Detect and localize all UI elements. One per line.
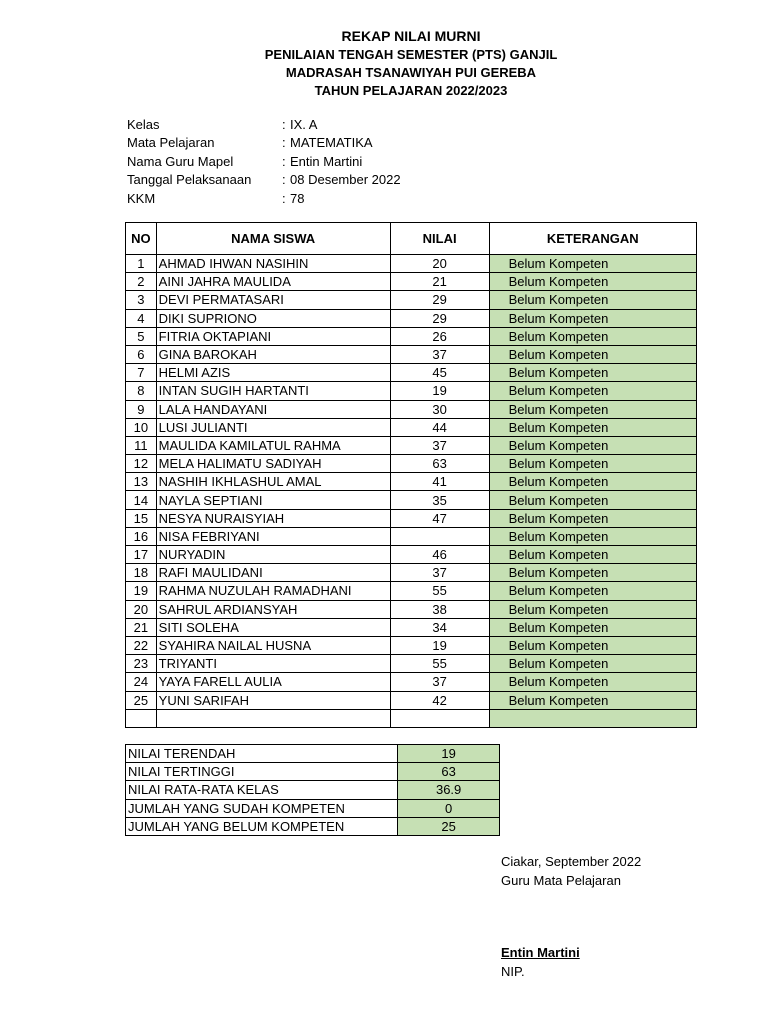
- cell-nilai: 63: [390, 455, 489, 473]
- cell-nilai: 37: [390, 564, 489, 582]
- cell-nama-siswa: HELMI AZIS: [156, 364, 390, 382]
- summary-label: JUMLAH YANG BELUM KOMPETEN: [126, 817, 398, 835]
- cell-nilai: 29: [390, 309, 489, 327]
- cell-nama-siswa: DEVI PERMATASARI: [156, 291, 390, 309]
- table-row: [126, 327, 697, 345]
- cell-nama-siswa: INTAN SUGIH HARTANTI: [156, 382, 390, 400]
- cell-keterangan: Belum Kompeten: [489, 273, 696, 291]
- cell-keterangan: Belum Kompeten: [489, 691, 696, 709]
- cell-nama-siswa: NURYADIN: [156, 546, 390, 564]
- cell-nilai: 30: [390, 400, 489, 418]
- summary-label: NILAI TERENDAH: [126, 745, 398, 763]
- info-row: [127, 115, 401, 134]
- table-row: [126, 527, 697, 545]
- cell-no: 22: [126, 636, 157, 654]
- cell-no: 1: [126, 255, 157, 273]
- cell-no: 14: [126, 491, 157, 509]
- cell-nama-siswa: AHMAD IHWAN NASIHIN: [156, 255, 390, 273]
- cell-keterangan: Belum Kompeten: [489, 655, 696, 673]
- cell-nilai: 55: [390, 655, 489, 673]
- document-title: REKAP NILAI MURNI: [341, 28, 481, 44]
- table-row: [126, 309, 697, 327]
- table-row: [126, 382, 697, 400]
- table-row: [126, 418, 697, 436]
- table-row: [126, 546, 697, 564]
- cell-keterangan: Belum Kompeten: [489, 618, 696, 636]
- cell-nama-siswa: MELA HALIMATU SADIYAH: [156, 455, 390, 473]
- cell-keterangan: Belum Kompeten: [489, 527, 696, 545]
- table-row: [126, 291, 697, 309]
- info-label: Tanggal Pelaksanaan: [127, 172, 252, 188]
- cell-keterangan: Belum Kompeten: [489, 491, 696, 509]
- cell-nilai: [390, 527, 489, 545]
- cell-no: 21: [126, 618, 157, 636]
- cell-no: 11: [126, 436, 157, 454]
- cell-no: 9: [126, 400, 157, 418]
- summary-row: [126, 763, 500, 781]
- grades-table: [125, 222, 697, 728]
- cell-keterangan: Belum Kompeten: [489, 564, 696, 582]
- info-block: [127, 115, 401, 208]
- info-colon: :: [282, 172, 286, 188]
- cell-nama-siswa: LALA HANDAYANI: [156, 400, 390, 418]
- cell-nilai: 19: [390, 636, 489, 654]
- cell-nilai: 44: [390, 418, 489, 436]
- table-row: [126, 564, 697, 582]
- cell-no: 10: [126, 418, 157, 436]
- info-value: Entin Martini: [290, 153, 363, 169]
- cell-keterangan: Belum Kompeten: [489, 436, 696, 454]
- cell-nilai: 46: [390, 546, 489, 564]
- cell-keterangan: [489, 709, 696, 727]
- cell-nilai: 41: [390, 473, 489, 491]
- cell-no: 4: [126, 309, 157, 327]
- cell-nama-siswa: NAYLA SEPTIANI: [156, 491, 390, 509]
- cell-no: 19: [126, 582, 157, 600]
- document-subtitle-assessment: PENILAIAN TENGAH SEMESTER (PTS) GANJIL: [264, 47, 558, 62]
- cell-nama-siswa: MAULIDA KAMILATUL RAHMA: [156, 436, 390, 454]
- table-row: [126, 691, 697, 709]
- table-row: [126, 618, 697, 636]
- cell-nilai: 37: [390, 345, 489, 363]
- table-row: [126, 436, 697, 454]
- cell-keterangan: Belum Kompeten: [489, 364, 696, 382]
- info-value: MATEMATIKA: [290, 135, 373, 151]
- cell-no: 24: [126, 673, 157, 691]
- cell-nilai: 37: [390, 436, 489, 454]
- cell-keterangan: Belum Kompeten: [489, 582, 696, 600]
- cell-nilai: 47: [390, 509, 489, 527]
- info-label: Nama Guru Mapel: [127, 153, 234, 169]
- table-row: [126, 473, 697, 491]
- summary-value: 36.9: [398, 781, 500, 799]
- info-row: [127, 152, 401, 171]
- table-row: [126, 364, 697, 382]
- signature-place-date: Ciakar, September 2022: [501, 854, 642, 869]
- cell-nama-siswa: SITI SOLEHA: [156, 618, 390, 636]
- summary-label: NILAI TERTINGGI: [126, 763, 398, 781]
- info-value: IX. A: [290, 116, 318, 132]
- cell-keterangan: Belum Kompeten: [489, 546, 696, 564]
- document-subtitle-school: MADRASAH TSANAWIYAH PUI GEREBA: [285, 65, 537, 80]
- cell-nama-siswa: AINI JAHRA MAULIDA: [156, 273, 390, 291]
- info-value: 08 Desember 2022: [290, 172, 401, 188]
- summary-row: [126, 745, 500, 763]
- table-row: [126, 655, 697, 673]
- cell-nilai: 45: [390, 364, 489, 382]
- header-keterangan: KETERANGAN: [489, 223, 696, 255]
- cell-nilai: 55: [390, 582, 489, 600]
- summary-value: 0: [398, 799, 500, 817]
- cell-no: 18: [126, 564, 157, 582]
- cell-no: 23: [126, 655, 157, 673]
- cell-no: [126, 709, 157, 727]
- cell-nilai: 35: [390, 491, 489, 509]
- cell-nama-siswa: DIKI SUPRIONO: [156, 309, 390, 327]
- cell-nama-siswa: [156, 709, 390, 727]
- cell-keterangan: Belum Kompeten: [489, 455, 696, 473]
- info-colon: :: [282, 190, 286, 206]
- table-header-row: [126, 223, 697, 255]
- cell-nama-siswa: RAFI MAULIDANI: [156, 564, 390, 582]
- info-colon: :: [282, 116, 286, 132]
- table-row: [126, 455, 697, 473]
- summary-table: [125, 744, 500, 836]
- header-nilai: NILAI: [390, 223, 489, 255]
- cell-no: 5: [126, 327, 157, 345]
- cell-no: 8: [126, 382, 157, 400]
- cell-no: 16: [126, 527, 157, 545]
- cell-nilai: 38: [390, 600, 489, 618]
- cell-no: 2: [126, 273, 157, 291]
- document-subtitle-year: TAHUN PELAJARAN 2022/2023: [314, 83, 508, 98]
- cell-no: 20: [126, 600, 157, 618]
- cell-nama-siswa: SAHRUL ARDIANSYAH: [156, 600, 390, 618]
- info-row: [127, 134, 401, 153]
- info-value: 78: [290, 190, 305, 206]
- cell-no: 25: [126, 691, 157, 709]
- cell-nama-siswa: FITRIA OKTAPIANI: [156, 327, 390, 345]
- cell-nama-siswa: NESYA NURAISYIAH: [156, 509, 390, 527]
- table-row: [126, 709, 697, 727]
- table-row: [126, 273, 697, 291]
- info-row: [127, 171, 401, 190]
- info-label: KKM: [127, 190, 156, 206]
- cell-keterangan: Belum Kompeten: [489, 673, 696, 691]
- summary-row: [126, 781, 500, 799]
- table-row: [126, 582, 697, 600]
- cell-nilai: [390, 709, 489, 727]
- cell-nilai: 29: [390, 291, 489, 309]
- cell-no: 6: [126, 345, 157, 363]
- cell-no: 17: [126, 546, 157, 564]
- summary-row: [126, 799, 500, 817]
- cell-nilai: 19: [390, 382, 489, 400]
- header-nama-siswa: NAMA SISWA: [156, 223, 390, 255]
- cell-keterangan: Belum Kompeten: [489, 600, 696, 618]
- signature-name: Entin Martini: [501, 945, 580, 960]
- table-row: [126, 509, 697, 527]
- summary-label: NILAI RATA-RATA KELAS: [126, 781, 398, 799]
- cell-nilai: 26: [390, 327, 489, 345]
- cell-keterangan: Belum Kompeten: [489, 636, 696, 654]
- table-row: [126, 673, 697, 691]
- cell-no: 3: [126, 291, 157, 309]
- table-row: [126, 400, 697, 418]
- cell-nama-siswa: TRIYANTI: [156, 655, 390, 673]
- cell-nilai: 21: [390, 273, 489, 291]
- cell-keterangan: Belum Kompeten: [489, 255, 696, 273]
- summary-value: 19: [398, 745, 500, 763]
- signature-nip: NIP.: [501, 964, 525, 979]
- cell-keterangan: Belum Kompeten: [489, 345, 696, 363]
- cell-nama-siswa: GINA BAROKAH: [156, 345, 390, 363]
- summary-row: [126, 817, 500, 835]
- cell-nama-siswa: RAHMA NUZULAH RAMADHANI: [156, 582, 390, 600]
- cell-no: 13: [126, 473, 157, 491]
- cell-keterangan: Belum Kompeten: [489, 473, 696, 491]
- cell-no: 15: [126, 509, 157, 527]
- cell-nama-siswa: LUSI JULIANTI: [156, 418, 390, 436]
- summary-value: 25: [398, 817, 500, 835]
- cell-keterangan: Belum Kompeten: [489, 382, 696, 400]
- cell-nilai: 37: [390, 673, 489, 691]
- cell-nilai: 42: [390, 691, 489, 709]
- signature-role: Guru Mata Pelajaran: [501, 873, 621, 888]
- summary-label: JUMLAH YANG SUDAH KOMPETEN: [126, 799, 398, 817]
- cell-nama-siswa: NISA FEBRIYANI: [156, 527, 390, 545]
- cell-nama-siswa: NASHIH IKHLASHUL AMAL: [156, 473, 390, 491]
- info-colon: :: [282, 135, 286, 151]
- cell-nama-siswa: YAYA FARELL AULIA: [156, 673, 390, 691]
- info-label: Mata Pelajaran: [127, 135, 215, 151]
- cell-nama-siswa: YUNI SARIFAH: [156, 691, 390, 709]
- cell-no: 12: [126, 455, 157, 473]
- table-row: [126, 491, 697, 509]
- cell-keterangan: Belum Kompeten: [489, 418, 696, 436]
- cell-no: 7: [126, 364, 157, 382]
- table-row: [126, 600, 697, 618]
- info-label: Kelas: [127, 116, 160, 132]
- cell-nama-siswa: SYAHIRA NAILAL HUSNA: [156, 636, 390, 654]
- table-row: [126, 636, 697, 654]
- cell-keterangan: Belum Kompeten: [489, 400, 696, 418]
- cell-nilai: 34: [390, 618, 489, 636]
- cell-keterangan: Belum Kompeten: [489, 327, 696, 345]
- cell-keterangan: Belum Kompeten: [489, 291, 696, 309]
- cell-keterangan: Belum Kompeten: [489, 509, 696, 527]
- info-colon: :: [282, 153, 286, 169]
- table-row: [126, 255, 697, 273]
- info-row: [127, 189, 401, 208]
- cell-nilai: 20: [390, 255, 489, 273]
- cell-keterangan: Belum Kompeten: [489, 309, 696, 327]
- table-row: [126, 345, 697, 363]
- header-no: NO: [126, 223, 157, 255]
- summary-value: 63: [398, 763, 500, 781]
